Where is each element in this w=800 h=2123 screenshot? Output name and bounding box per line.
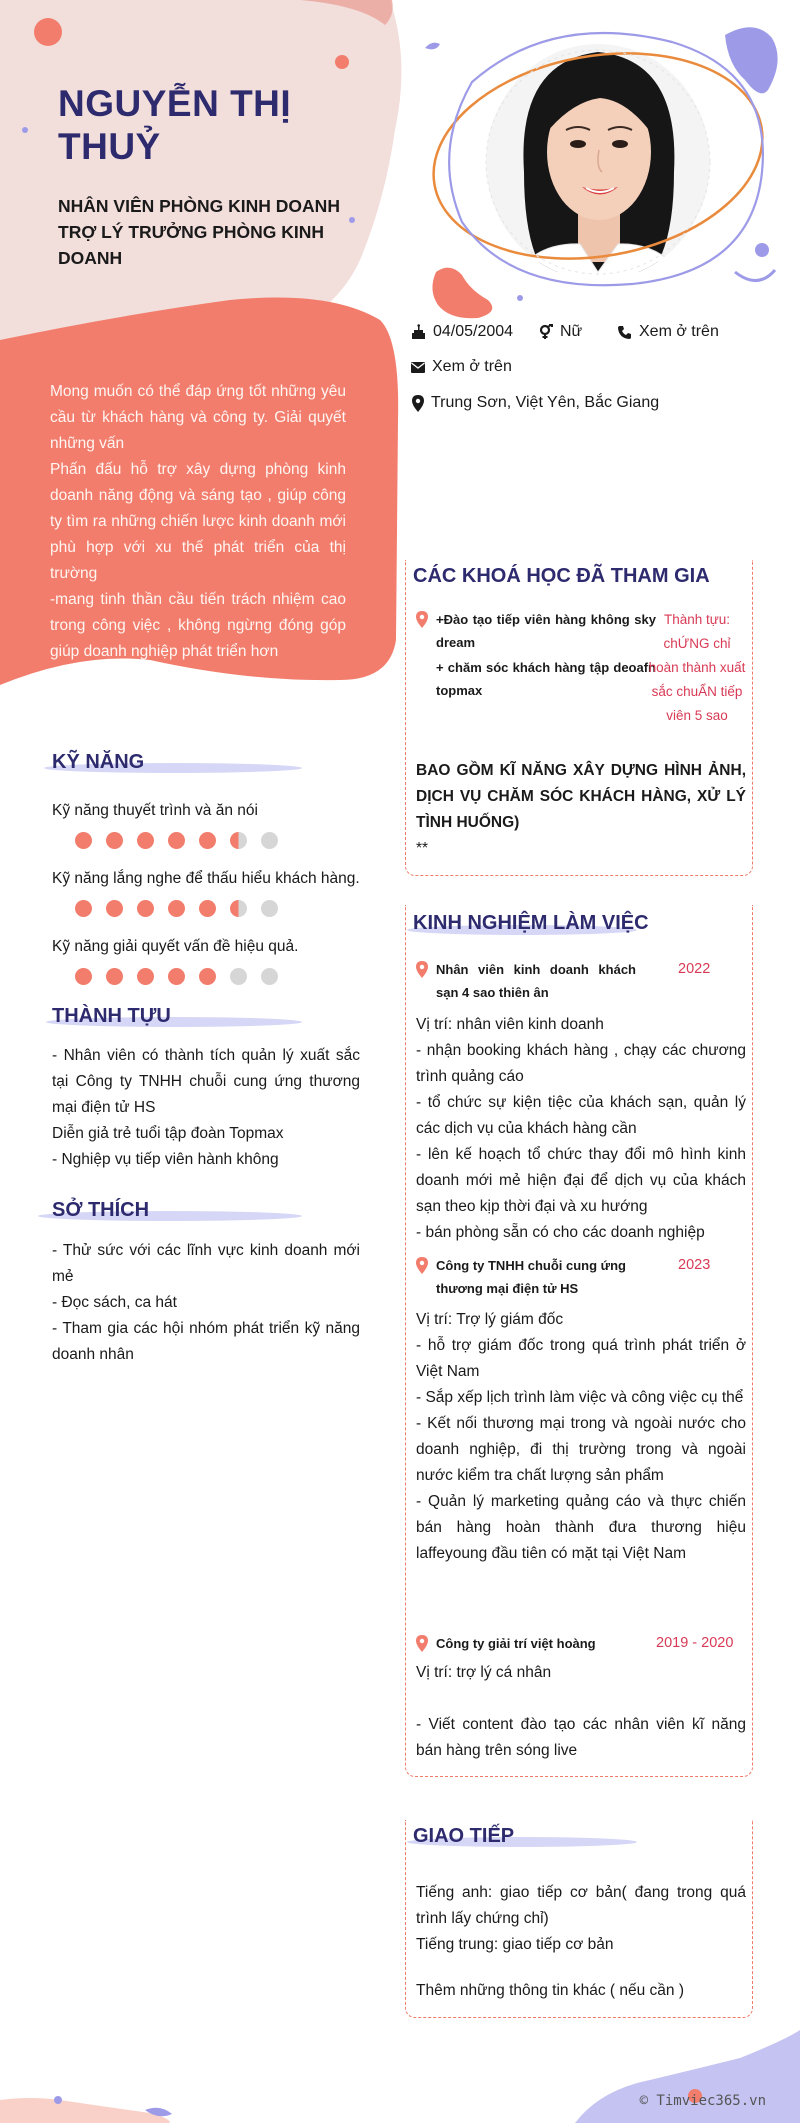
skill-name: Kỹ năng thuyết trình và ăn nói <box>52 802 258 819</box>
rating-dot <box>106 968 123 985</box>
rating-dot <box>261 900 278 917</box>
birthday-value: 04/05/2004 <box>433 323 514 340</box>
location-pin-icon <box>416 961 428 978</box>
job-description <box>416 1660 746 1764</box>
rating-dot <box>137 968 154 985</box>
experience-title: KINH NGHIỆM LÀM VIỆC <box>413 912 649 934</box>
birthday-cake-icon <box>411 324 426 340</box>
job-line: - tổ chức sự kiện tiệc của khách sạn, quản lý các dịch vụ của khách hàng cần <box>416 1094 746 1137</box>
course-line: + chăm sóc khách hàng tập deoafn topmax <box>436 660 656 698</box>
rating-dot <box>199 832 216 849</box>
contact-phone <box>617 323 719 341</box>
rating-dot <box>168 968 185 985</box>
achievements-title: THÀNH TỰU <box>52 1005 171 1027</box>
profile-photo <box>412 22 784 302</box>
achievement-line: Diễn giả trẻ tuổi tập đoàn Topmax <box>52 1125 284 1142</box>
skill-item <box>52 802 372 849</box>
hobbies-heading <box>52 1199 302 1229</box>
skill-item <box>52 938 372 985</box>
communication-line <box>416 1958 746 1978</box>
career-objective <box>50 379 346 665</box>
rating-dot <box>261 968 278 985</box>
bottom-blush-wave <box>0 2098 170 2123</box>
skill-rating <box>75 968 372 985</box>
contact-gender <box>539 323 582 341</box>
gender-icon <box>539 324 553 340</box>
decor-circle <box>34 18 62 46</box>
job-line: - hỗ trợ giám đốc trong quá trình phát triển ở Việt Nam <box>416 1337 746 1380</box>
job-line: Vị trí: Trợ lý giám đốc <box>416 1311 564 1328</box>
contact-birthday <box>411 323 513 341</box>
rating-dot <box>230 968 247 985</box>
location-pin-icon <box>416 611 428 628</box>
contact-email <box>411 358 512 376</box>
job-line: - Viết content đào tạo các nhân viên kĩ năng bán hàng trên sóng live <box>416 1716 746 1759</box>
rating-dot <box>75 968 92 985</box>
gender-value: Nữ <box>560 323 583 340</box>
location-pin-icon <box>416 1257 428 1274</box>
job-line: - nhận booking khách hàng , chạy các chương trình quảng cáo <box>416 1042 746 1085</box>
rating-dot <box>106 900 123 917</box>
objective-line: Mong muốn có thể đáp ứng tốt những yêu cầu từ khách hàng và công ty. Giải quyết những vấn <box>50 383 346 452</box>
hobby-line: - Thử sức với các lĩnh vực kinh doanh mới mẻ <box>52 1242 360 1285</box>
rating-dot <box>261 832 278 849</box>
job-line: Vị trí: trợ lý cá nhân <box>416 1664 552 1681</box>
skill-rating <box>75 900 372 917</box>
communication-line: Thêm những thông tin khác ( nếu cần ) <box>416 1982 685 1999</box>
job-company: Công ty giải trí việt hoàng <box>436 1636 596 1651</box>
decor-circle <box>22 127 28 133</box>
decor-circle <box>54 2096 62 2104</box>
achievement-line: - Nhân viên có thành tích quản lý xuất sắc tại Công ty TNHH chuỗi cung ứng thương mại điện tử HS <box>52 1047 360 1116</box>
decor-circle <box>335 55 349 69</box>
header-blush-blob <box>0 0 401 347</box>
course-summary: BAO GỒM KĨ NĂNG XÂY DỰNG HÌNH ẢNH, DỊCH VỤ CHĂM SÓC KHÁCH HÀNG, XỬ LÝ TÌNH HUỐNG) <box>416 762 746 831</box>
skills-title: KỸ NĂNG <box>52 751 145 773</box>
course-note: ** <box>416 840 429 857</box>
experience-heading <box>413 912 743 942</box>
location-pin-icon <box>412 395 424 412</box>
hobby-line: - Tham gia các hội nhóm phát triển kỹ năng doanh nhân <box>52 1320 360 1363</box>
location-pin-icon <box>416 1635 428 1652</box>
email-icon <box>411 362 425 373</box>
hobbies-text <box>52 1238 360 1368</box>
skill-name: Kỹ năng lắng nghe để thấu hiểu khách hàng. <box>52 870 360 887</box>
skill-item <box>52 870 372 917</box>
rating-dot <box>137 832 154 849</box>
rating-dot <box>199 968 216 985</box>
job-position: NHÂN VIÊN PHÒNG KINH DOANH TRỢ LÝ TRƯỞNG PHÒNG KINH DOANH <box>58 196 340 268</box>
achievement-line: - Nghiệp vụ tiếp viên hành không <box>52 1151 279 1168</box>
communication-line: Tiếng trung: giao tiếp cơ bản <box>416 1936 614 1953</box>
address-value: Trung Sơn, Việt Yên, Bắc Giang <box>431 394 660 411</box>
contact-address <box>412 394 659 412</box>
job-line <box>416 1686 746 1712</box>
skills-list <box>52 802 372 985</box>
hobby-line: - Đọc sách, ca hát <box>52 1294 177 1311</box>
job-line: Vị trí: nhân viên kinh doanh <box>416 1016 604 1033</box>
rating-dot <box>230 900 247 917</box>
communication-text <box>416 1880 746 2004</box>
job-line: - Kết nối thương mại trong và ngoài nước cho doanh nghiệp, đi thị trường trong và ngoài nước kiểm tra chất lượng sản phẩm <box>416 1415 746 1484</box>
skill-name: Kỹ năng giải quyết vấn đề hiệu quả. <box>52 938 299 955</box>
rating-dot <box>106 832 123 849</box>
course-result: Thành tựu: chỨNG chỉ hoàn thành xuất sắc chuẨN tiếp viên 5 sao <box>648 612 746 723</box>
job-line: - bán phòng sẵn có cho các doanh nghiệp <box>416 1224 705 1241</box>
achievements-heading <box>52 1005 302 1035</box>
courses-title: CÁC KHOÁ HỌC ĐÃ THAM GIA <box>413 565 710 587</box>
skill-rating <box>75 832 372 849</box>
job-company: Nhân viên kinh doanh khách sạn 4 sao thiên ân <box>436 962 636 1000</box>
job-company: Công ty TNHH chuỗi cung ứng thương mại điện tử HS <box>436 1258 626 1296</box>
rating-dot <box>75 900 92 917</box>
email-value[interactable]: Xem ở trên <box>432 358 512 375</box>
communication-title: GIAO TIẾP <box>413 1825 515 1847</box>
rating-dot <box>168 900 185 917</box>
rating-dot <box>199 900 216 917</box>
objective-line: Phấn đấu hỗ trợ xây dựng phòng kinh doanh năng động và sáng tạo , giúp công ty tìm ra những chiến lược kinh doanh mới phù hợp với xu thế phát triển của thị trường <box>50 461 346 582</box>
rating-dot <box>137 900 154 917</box>
phone-icon <box>617 325 632 340</box>
watermark-footer: © Timviec365.vn <box>639 2093 766 2109</box>
job-date: 2022 <box>678 961 711 977</box>
communication-line: Tiếng anh: giao tiếp cơ bản( đang trong quá trình lấy chứng chỉ) <box>416 1884 746 1927</box>
skills-heading <box>52 751 302 781</box>
course-line: +Đào tạo tiếp viên hàng không sky dream <box>436 612 656 650</box>
job-line: - Sắp xếp lịch trình làm việc và công việc cụ thể <box>416 1389 744 1406</box>
job-date: 2023 <box>678 1257 711 1273</box>
job-description <box>416 1012 746 1246</box>
communication-heading <box>413 1825 743 1855</box>
job-description <box>416 1307 746 1567</box>
rating-dot <box>75 832 92 849</box>
achievements-text <box>52 1043 360 1173</box>
bottom-lavender-blob <box>575 2030 800 2123</box>
rating-dot <box>230 832 247 849</box>
rating-dot <box>168 832 185 849</box>
hobbies-title: SỞ THÍCH <box>52 1199 150 1221</box>
job-line: - lên kế hoạch tổ chức thay đổi mô hình kinh doanh mới mẻ hiện đại để dịch vụ của khách sạn theo kịp thời đại và xu hướng <box>416 1146 746 1215</box>
objective-line: -mang tinh thần cầu tiến trách nhiệm cao trong công việc , không ngừng đóng góp giúp doanh nghiệp phát triển hơn <box>50 591 346 660</box>
job-line: - Quản lý marketing quảng cáo và thực chiến bán hàng hoàn thành đưa thương hiệu laffeyoung đầu tiên có mặt tại Việt Nam <box>416 1493 746 1562</box>
candidate-name: NGUYỄN THỊ THUỶ <box>58 83 292 167</box>
job-date: 2019 - 2020 <box>656 1635 734 1651</box>
phone-value[interactable]: Xem ở trên <box>639 323 719 340</box>
